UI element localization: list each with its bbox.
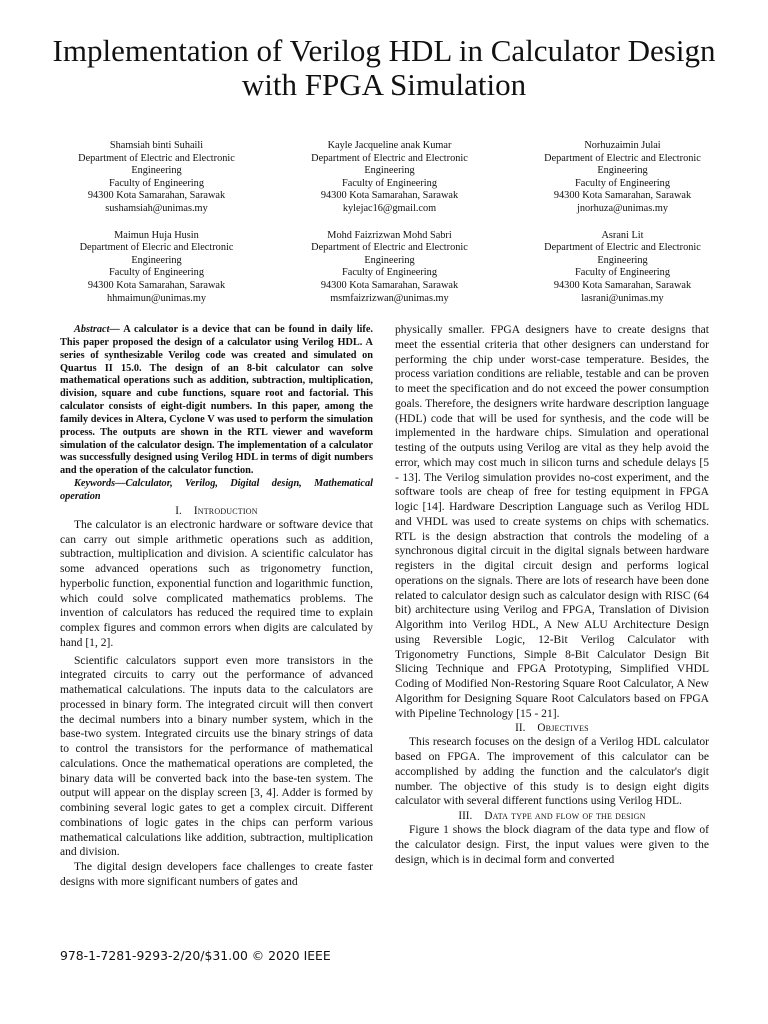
author-department-cont: Engineering <box>364 254 415 266</box>
author-email: kylejac16@gmail.com <box>342 202 437 214</box>
copyright-footer: 978-1-7281-9293-2/20/$31.00 © 2020 IEEE <box>60 948 331 963</box>
author-department-cont: Engineering <box>131 165 182 177</box>
author-department-cont: Engineering <box>597 165 648 177</box>
author-card <box>506 140 739 216</box>
section-title: Introduction <box>193 504 258 517</box>
author-email: jnorhuza@unimas.my <box>577 202 668 214</box>
author-name: Norhuzaimin Julai <box>584 140 661 151</box>
author-address: 94300 Kota Samarahan, Sarawak <box>320 279 459 291</box>
author-department: Department of Electric and Electronic <box>78 152 235 164</box>
author-name: Mohd Faizrizwan Mohd Sabri <box>327 229 452 241</box>
author-email: msmfaizrizwan@unimas.my <box>330 292 449 304</box>
paragraph: Figure 1 shows the block diagram of the data type and flow of the calculator design. First, the input values were given to the design, which is in decimal form and converted <box>395 824 709 866</box>
section-title: Data type and flow of the design <box>484 810 646 822</box>
author-faculty: Faculty of Engineering <box>109 267 204 279</box>
paper-title: Implementation of Verilog HDL in Calculator Design with FPGA Simulation <box>52 33 716 102</box>
author-name: Kayle Jacqueline anak Kumar <box>327 140 452 151</box>
author-name: Shamsiah binti Suhaili <box>109 140 204 151</box>
author-name: Maimun Huja Husin <box>114 229 199 241</box>
author-address: 94300 Kota Samarahan, Sarawak <box>553 190 692 202</box>
author-name: Asrani Lit <box>601 229 644 241</box>
author-address: 94300 Kota Samarahan, Sarawak <box>87 279 226 291</box>
author-department: Department of Elecric and Electronic <box>79 242 234 254</box>
author-department: Department of Electric and Electronic <box>544 152 701 164</box>
paragraph: The digital design developers face challenges to create faster designs with more significant numbers of gates and <box>60 861 373 888</box>
paragraph: This research focuses on the design of a Verilog HDL calculator based on FPGA. The improvement of this calculator can be accomplished by adding the function and the calculator's digit number. The objective of this study is to design eight digits calculator with several different functions using Verilog HDL. <box>395 736 709 808</box>
author-address: 94300 Kota Samarahan, Sarawak <box>320 190 459 202</box>
author-email: lasrani@unimas.my <box>581 292 664 304</box>
author-faculty: Faculty of Engineering <box>575 267 670 279</box>
author-email: sushamsiah@unimas.my <box>105 202 208 214</box>
paragraph: Scientific calculators support even more transistors in the integrated circuits to carry out the performance of advanced mathematical calculations. The inputs data to the calculators are processed in binary form. The integrated circuit will then convert the decimal numbers into a binary number system, which in the base-two system. Integrated circuits use the binary strings of data to control the transistors for the performance of mathematical calculations. Once the mathematical operations are completed, the binary data will be converted back into the base-ten system. The output will appear on the display screen [3, 4]. Adder is formed by combining several logic gates to get a complex circuit. Different combinations of logic gates in the chips can perform various mathematical calculations like addition, subtraction, multiplication and division. <box>60 654 373 859</box>
author-department-cont: Engineering <box>364 165 415 177</box>
abstract-lead: Abstract— <box>74 324 120 335</box>
paragraph: The calculator is an electronic hardware or software device that can carry out simple arithmetic operations such as addition, subtraction, multiplication and division. A scientific calculator has some advanced operations such as trigonometry function, hyperbolic function, exponential function and logarithmic function, which could solve complicated mathematics problems. The invention of calculators has reduced the required time to explain complex figures and common errors when digits are calculated by hand [1, 2]. <box>60 518 373 649</box>
author-department-cont: Engineering <box>131 254 182 266</box>
left-column <box>60 324 373 890</box>
keywords-lead: Keywords— <box>74 478 126 490</box>
right-column <box>395 323 709 867</box>
author-department: Department of Electric and Electronic <box>544 242 701 254</box>
section-heading-data-type <box>395 809 709 823</box>
author-faculty: Faculty of Engineering <box>575 177 670 189</box>
author-address: 94300 Kota Samarahan, Sarawak <box>553 279 692 291</box>
author-card <box>273 230 506 306</box>
section-heading-objectives <box>395 721 709 735</box>
author-faculty: Faculty of Engineering <box>109 177 204 189</box>
author-faculty: Faculty of Engineering <box>342 177 437 189</box>
author-address: 94300 Kota Samarahan, Sarawak <box>87 190 226 202</box>
author-faculty: Faculty of Engineering <box>342 267 437 279</box>
keywords <box>60 478 373 504</box>
author-department: Department of Electric and Electronic <box>311 242 468 254</box>
author-card <box>273 140 506 216</box>
section-title: Objectives <box>537 722 589 735</box>
author-email: hhmaimun@unimas.my <box>106 292 206 304</box>
author-card <box>40 230 273 306</box>
author-department: Department of Electric and Electronic <box>311 152 468 164</box>
section-number: I. <box>175 504 182 517</box>
author-block <box>40 140 730 305</box>
keywords-text: Calculator, Verilog, Digital design, Mathematical operation <box>60 478 373 502</box>
author-department-cont: Engineering <box>597 254 648 266</box>
abstract-text: A calculator is a device that can be found in daily life. This paper proposed the design of a calculator using Verilog HDL. A series of synthesizable Verilog code was created and simulated on Quartus II 15.0. The design of an 8-bit calculator can solve mathematical operations such as addition, subtraction, multiplication, division, square and cube functions, square root and factorial. This calculator consists of eight-digit numbers. In this paper, among the family devices in Altera, Cyclone V was used to perform the simulation process. The outputs are shown in the RTL viewer and waveform simulation of the calculator design. The implementation of a calculator was successfully designed using Verilog HDL in terms of digit numbers and the operation of the calculator function. <box>60 324 373 477</box>
section-heading-introduction <box>60 504 373 518</box>
author-card <box>40 140 273 216</box>
section-number: II. <box>515 722 526 735</box>
author-card <box>506 230 739 306</box>
paragraph: physically smaller. FPGA designers have to create designs that meet the essential criteria that other designers can understand for performing the chip under worst-case temperature. Besides, the process variation conditions are reliable, testable and can be proven to meet the specification and do not exceed the power consumption goals. Therefore, the designers write hardware description language (HDL) code that will be used for synthesis, and the code will be implemented in the hardware chips. Simulation and operational testing of the outputs using Verilog are vital as they help avoid the error, which may cost much in silicon turns and schedule delays [5 - 13]. The Verilog simulation provides no-cost experiment, and the software tools are cheap of free for testing equipment in FPGA logic [14]. Hardware Description Language such as Verilog HDL and VHDL was used to create systems on chips with schematics. RTL is the design abstraction that controls the modeling of a synchronous digital circuit in the digital signals between hardware registers in the digital circuit design and performs logical operations on the signals. There are lots of research have been done related to calculator design such as calculator design with RISC (64 bit) architecture using Verilog and FPGA, Translation of Division Algorithm into Verilog HDL, A New ALU Architecture Design using Reversible Logic, 12-Bit Verilog Calculator with Trigonometry Functions, Simple 8-Bit Calculator Design Bit Slicing Technique and FPGA Prototyping, Simplified VHDL Coding of Modified Non-Restoring Square Root Calculator, A New Algorithm for Designing Square Root Calculators based on FPGA with Pipeline Technology [15 - 21]. <box>395 324 709 720</box>
abstract <box>60 324 373 478</box>
section-number: III. <box>458 810 473 822</box>
